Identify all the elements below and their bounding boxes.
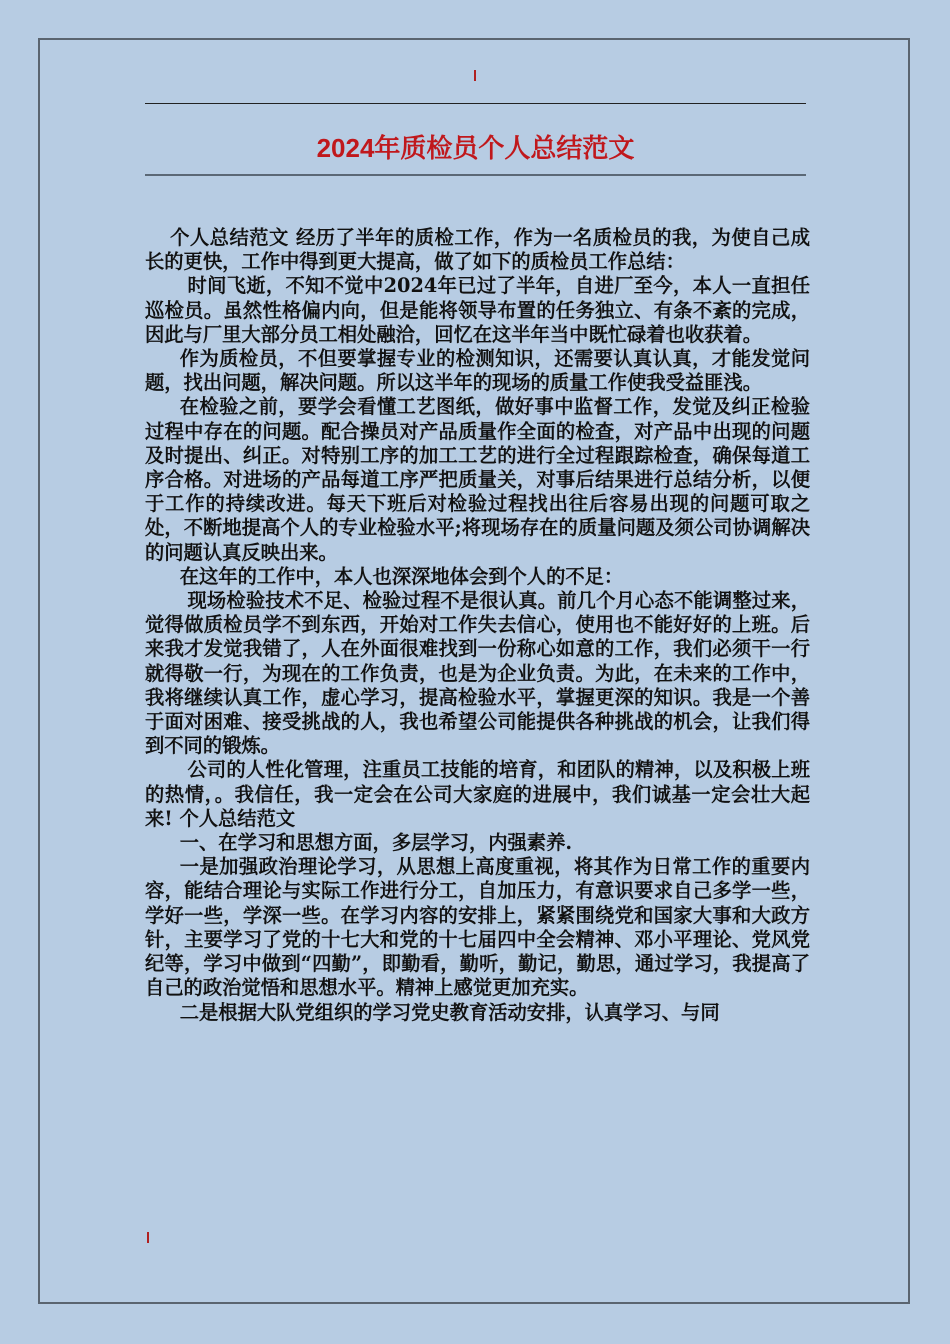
paragraph: 作为质检员，不但要掌握专业的检测知识，还需要认真认真，才能发觉问题，找出问题，解决问题。所以这半年的现场的质量工作使我受益匪浅。: [145, 347, 810, 395]
paragraph: 一是加强政治理论学习，从思想上高度重视，将其作为日常工作的重要内容，能结合理论与实际工作进行分工，自加压力，有意识要求自己多学一些，学好一些，学深一些。在学习内容的安排上，紧紧围绕党和国家大事和大政方针，主要学习了党的十七大和党的十七届四中全会精神、邓小平理论、党风党纪等，学习中做到“四勤”，即勤看，勤听，勤记，勤思，通过学习，我提高了自己的政治觉悟和思想水平。精神上感觉更加充实。: [145, 855, 810, 1000]
paragraph: 现场检验技术不足、检验过程不是很认真。前几个月心态不能调整过来，觉得做质检员学不到东西，开始对工作失去信心，使用也不能好好的上班。后来我才发觉我错了，人在外面很难找到一份称心如意的工作，我们必须干一行就得敬一行，为现在的工作负责，也是为企业负责。为此，在未来的工作中，我将继续认真工作，虚心学习，提高检验水平，掌握更深的知识。我是一个善于面对困难、接受挑战的人，我也希望公司能提供各种挑战的机会，让我们得到不同的锻炼。: [145, 589, 810, 758]
paragraph: 公司的人性化管理，注重员工技能的培育，和团队的精神，以及积极上班的热情，。我信任，我一定会在公司大家庭的进展中，我们诚基一定会壮大起来! 个人总结范文: [145, 758, 810, 830]
section-heading: 一、在学习和思想方面，多层学习，内强素养.: [179, 831, 573, 855]
paragraph: 时间飞逝，不知不觉中2024年已过了半年，自进厂至今，本人一直担任巡检员。虽然性格偏内向，但是能将领导布置的任务独立、有条不紊的完成，因此与厂里大部分员工相处融洽，回忆在这半年当中既忙碌着也收获着。: [145, 274, 810, 346]
document-title: 2024年质检员个人总结范文: [316, 133, 635, 163]
paragraph-intro: 个人总结范文 经历了半年的质检工作，作为一名质检员的我，为使自己成长的更快，工作中得到更大提高，做了如下的质检员工作总结：: [145, 226, 810, 274]
paragraph: 在这年的工作中，本人也深深地体会到个人的不足：: [179, 564, 624, 588]
document-body: [145, 226, 810, 1025]
header-rule: [145, 103, 806, 104]
footer-cursor-mark: [147, 1232, 149, 1243]
paragraph: 在检验之前，要学会看懂工艺图纸，做好事中监督工作，发觉及纠正检验过程中存在的问题。配合操员对产品质量作全面的检查，对产品中出现的问题及时提出、纠正。对特别工序的加工工艺的进行全过程跟踪检查，确保每道工序合格。对进场的产品每道工序严把质量关，对事后结果进行总结分析，以便于工作的持续改进。每天下班后对检验过程找出往后容易出现的问题可取之处，不断地提高个人的专业检验水平;将现场存在的质量问题及须公司协调解决的问题认真反映出来。: [145, 395, 810, 564]
header-cursor-mark: [474, 70, 476, 81]
paragraph: 二是根据大队党组织的学习党史教育活动安排，认真学习、与同: [179, 1000, 720, 1024]
title-underline-rule: [145, 174, 806, 176]
